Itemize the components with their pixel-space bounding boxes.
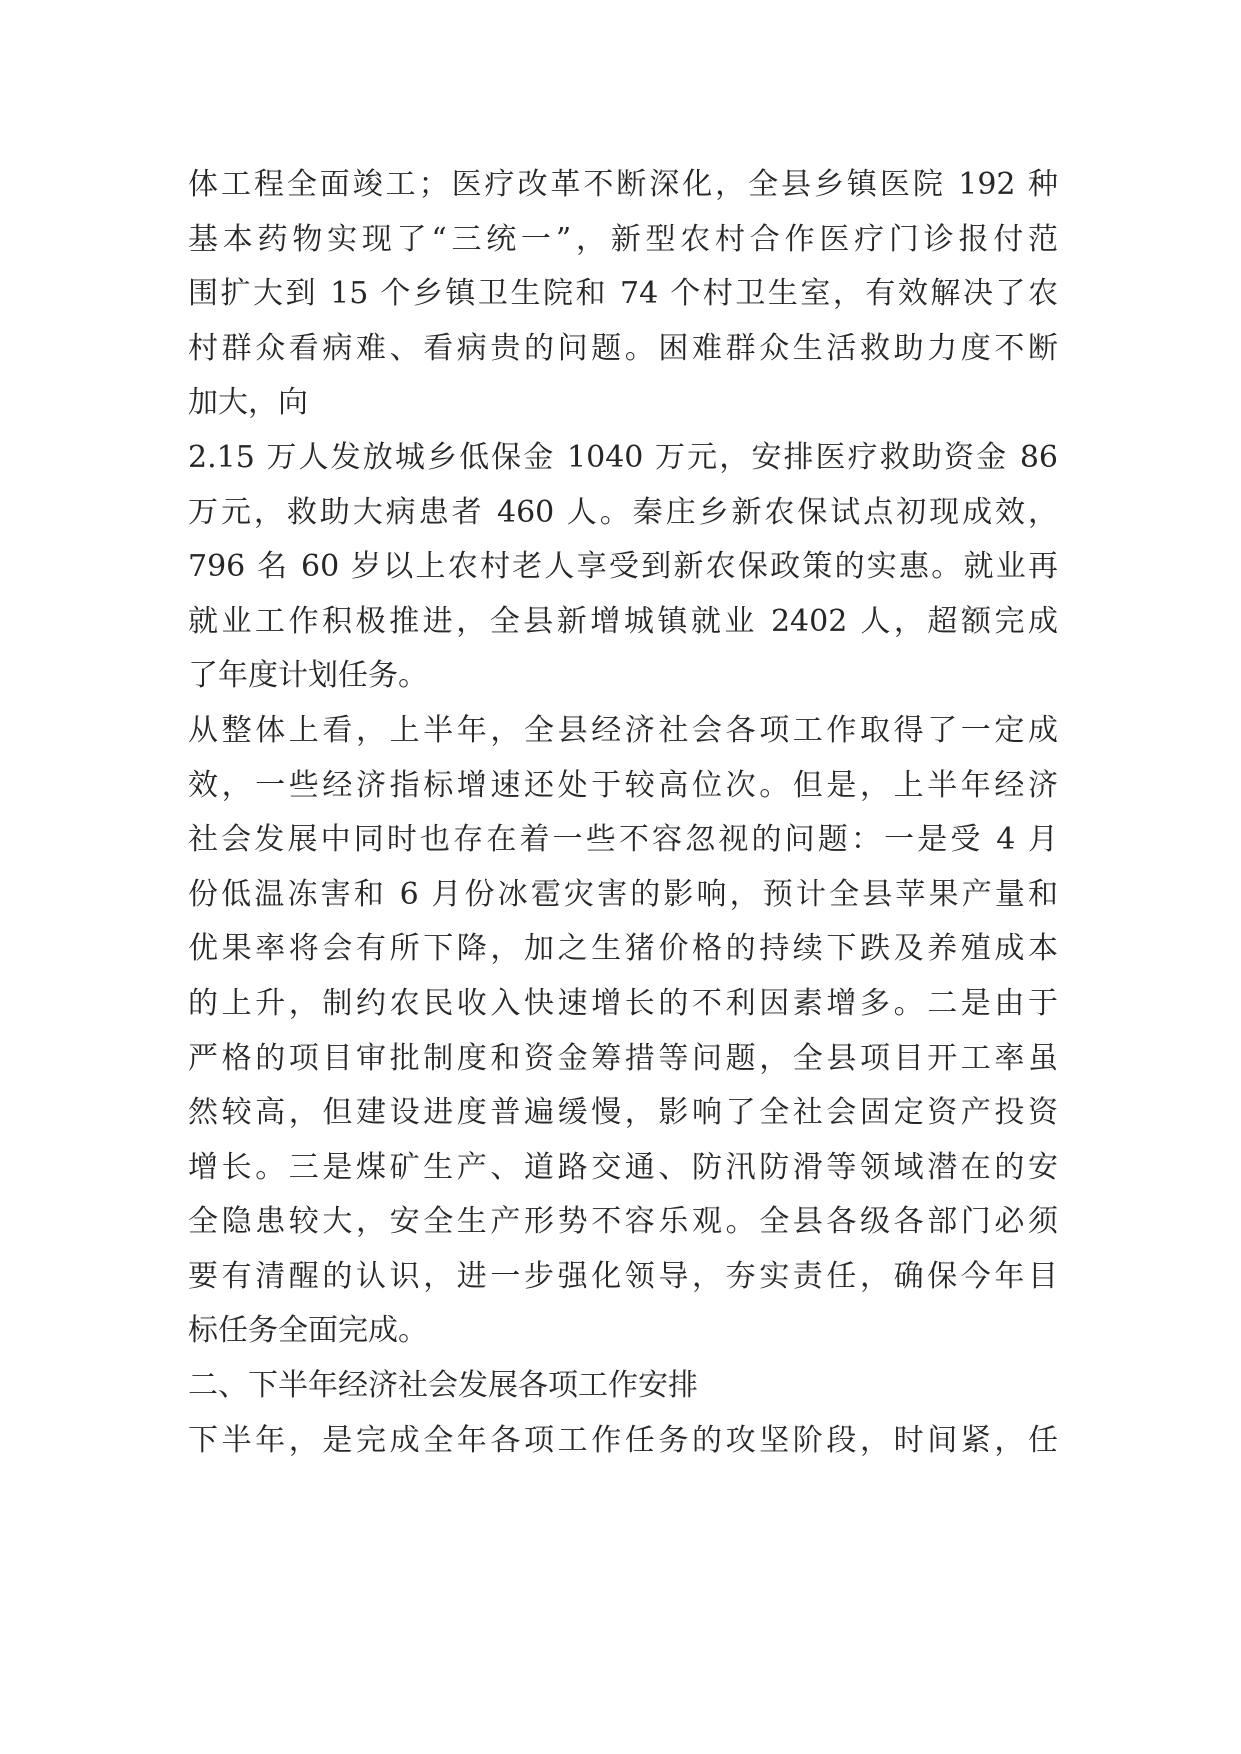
text-line: 份低温冻害和 6 月份冰雹灾害的影响，预计全县苹果产量和	[188, 876, 1058, 912]
text-line: 村群众看病难、看病贵的问题。困难群众生活救助力度不断	[188, 330, 1058, 366]
text-line: 增长。三是煤矿生产、道路交通、防汛防滑等领域潜在的安	[188, 1149, 1058, 1185]
text-line: 了年度计划任务。	[188, 658, 428, 694]
text-line: 就业工作积极推进，全县新增城镇就业 2402 人，超额完成	[188, 603, 1058, 639]
text-line: 优果率将会有所下降，加之生猪价格的持续下跌及养殖成本	[188, 931, 1058, 967]
text-line: 的上升，制约农民收入快速增长的不利因素增多。二是由于	[188, 985, 1058, 1021]
document-body	[188, 158, 1058, 1468]
text-line: 要有清醒的认识，进一步强化领导，夯实责任，确保今年目	[188, 1258, 1058, 1294]
text-line: 加大，向	[188, 385, 308, 421]
text-line: 全隐患较大，安全生产形势不容乐观。全县各级各部门必须	[188, 1204, 1058, 1240]
text-line: 社会发展中同时也存在着一些不容忽视的问题：一是受 4 月	[188, 822, 1058, 858]
section-heading: 二、下半年经济社会发展各项工作安排	[188, 1368, 698, 1404]
text-line: 下半年，是完成全年各项工作任务的攻坚阶段，时间紧，任	[188, 1422, 1058, 1458]
text-line: 严格的项目审批制度和资金筹措等问题，全县项目开工率虽	[188, 1040, 1058, 1076]
text-line: 从整体上看，上半年，全县经济社会各项工作取得了一定成	[188, 712, 1058, 748]
text-line: 围扩大到 15 个乡镇卫生院和 74 个村卫生室，有效解决了农	[188, 276, 1058, 312]
text-line: 基本药物实现了“三统一”，新型农村合作医疗门诊报付范	[188, 221, 1058, 257]
text-line: 体工程全面竣工；医疗改革不断深化，全县乡镇医院 192 种	[188, 167, 1058, 202]
text-line: 796 名 60 岁以上农村老人享受到新农保政策的实惠。就业再	[188, 549, 1058, 585]
text-line: 万元，救助大病患者 460 人。秦庄乡新农保试点初现成效，	[188, 494, 1058, 530]
text-line: 然较高，但建设进度普遍缓慢，影响了全社会固定资产投资	[188, 1095, 1058, 1131]
text-line: 效，一些经济指标增速还处于较高位次。但是，上半年经济	[188, 767, 1058, 803]
text-line: 2.15 万人发放城乡低保金 1040 万元，安排医疗救助资金 86	[188, 439, 1058, 475]
text-line: 标任务全面完成。	[188, 1313, 428, 1349]
